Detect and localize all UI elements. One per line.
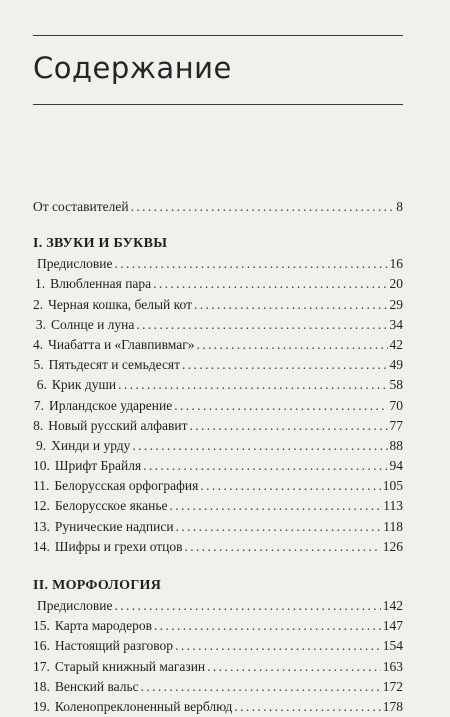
toc-entry-label: Старый книжный магазин (54, 658, 206, 674)
toc-entry-label: От составителей (33, 199, 129, 214)
toc-entry-number: 14. (33, 538, 50, 554)
dot-leader (234, 697, 380, 717)
toc-entry-page: 20 (389, 276, 403, 292)
toc-entry[interactable] (33, 456, 403, 476)
toc-entry-page: 77 (389, 417, 403, 433)
dot-leader (182, 355, 387, 375)
toc-entry[interactable] (33, 315, 403, 335)
toc-entry-number: 12. (33, 498, 50, 514)
toc-entry-page: 163 (382, 658, 403, 674)
toc-section (33, 576, 403, 717)
toc-entry-page: 113 (383, 498, 403, 514)
dot-leader (174, 396, 387, 416)
dot-leader (175, 636, 381, 656)
toc-entry[interactable] (33, 335, 403, 355)
section-title: I. ЗВУКИ И БУКВЫ (33, 236, 168, 252)
dot-leader (114, 596, 380, 616)
toc-entry-number: 4. (33, 336, 44, 352)
toc-entry-preface[interactable] (33, 254, 403, 274)
title-rule (33, 104, 403, 105)
toc-entry-page: 118 (383, 518, 403, 534)
toc-entry-number: 3. (35, 316, 46, 332)
dot-leader (118, 375, 387, 395)
dot-leader (197, 335, 388, 355)
toc-entry-label: Влюбленная пара (50, 276, 152, 292)
toc-entry-label: Белорусская орфография (54, 478, 199, 494)
toc-entry-label: Белорусское яканье (54, 498, 168, 514)
toc-entry-label: Черная кошка, белый кот (48, 296, 192, 312)
dot-leader (185, 537, 381, 557)
toc-entry-page: 142 (382, 598, 403, 613)
toc-entry-page: 34 (389, 316, 403, 332)
toc-entry-page: 58 (389, 377, 403, 393)
toc-entry-label: Шрифт Брайля (54, 458, 142, 474)
dot-leader (136, 315, 387, 335)
toc-entry-label: Шифры и грехи отцов (54, 538, 183, 554)
dot-leader (132, 436, 387, 456)
dot-leader (153, 274, 387, 294)
toc-entry[interactable] (33, 274, 403, 294)
toc-entry[interactable] (33, 636, 403, 656)
toc-entry-number: 6. (36, 377, 47, 393)
toc-entry-label: Ирландское ударение (49, 397, 173, 413)
toc-entry[interactable] (33, 496, 403, 516)
toc-entry-page: 94 (389, 458, 403, 474)
toc-entry-label: Чиабатта и «Главпивмаг» (48, 336, 195, 352)
toc-entry-number: 11. (33, 478, 50, 494)
toc-entry-page: 70 (389, 397, 403, 413)
toc-entry-label: Предисловие (37, 598, 113, 613)
toc-entry-number: 10. (33, 458, 50, 474)
toc-entry-number: 2. (33, 296, 44, 312)
page-title: Содержание (33, 51, 232, 85)
toc-entry-page: 126 (382, 538, 403, 554)
dot-leader (207, 657, 381, 677)
toc-entry-label: Настоящий разговор (54, 638, 174, 654)
dot-leader (194, 295, 388, 315)
toc-entry-preface[interactable] (33, 596, 403, 616)
toc-entry-page: 172 (382, 678, 403, 694)
toc-entry-label: Хинди и урду (51, 437, 131, 453)
dot-leader (141, 677, 381, 697)
toc-entry-page: 147 (382, 618, 403, 634)
toc-entry[interactable] (33, 436, 403, 456)
toc-entry-number: 5. (33, 357, 44, 373)
toc-entry[interactable] (33, 537, 403, 557)
toc-entry[interactable] (33, 375, 403, 395)
dot-leader (170, 496, 382, 516)
toc-entry-number: 16. (33, 638, 50, 654)
toc-entry-page: 178 (382, 698, 403, 714)
toc-entry-label: Пятьдесят и семьдесят (48, 357, 181, 373)
toc-entry-number: 15. (33, 618, 50, 634)
dot-leader (143, 456, 387, 476)
toc-entry-number: 9. (36, 437, 47, 453)
dot-leader (200, 476, 380, 496)
toc-entry-intro[interactable] (33, 197, 403, 217)
toc-entry[interactable] (33, 616, 403, 636)
top-rule (33, 35, 403, 36)
table-of-contents (33, 197, 403, 717)
toc-entry-label: Крик души (51, 377, 117, 393)
dot-leader (154, 616, 381, 636)
toc-entry-label: Предисловие (37, 256, 113, 272)
toc-entry[interactable] (33, 295, 403, 315)
dot-leader (190, 416, 388, 436)
dot-leader (176, 517, 382, 537)
toc-entry-number: 18. (33, 678, 50, 694)
toc-entry-page: 105 (382, 478, 403, 494)
toc-entry-number: 7. (33, 397, 44, 413)
toc-entry[interactable] (33, 476, 403, 496)
toc-entry-label: Новый русский алфавит (48, 417, 188, 433)
toc-entry[interactable] (33, 517, 403, 537)
toc-entry-page: 8 (396, 199, 403, 214)
toc-entry-number: 1. (34, 276, 46, 292)
dot-leader (131, 197, 395, 217)
toc-entry-number: 19. (33, 698, 50, 714)
toc-entry-label: Карта мародеров (54, 618, 152, 634)
section-title: II. МОРФОЛОГИЯ (33, 578, 162, 593)
toc-entry-page: 154 (382, 638, 403, 654)
toc-section (33, 234, 403, 557)
toc-entry-number: 17. (33, 658, 50, 674)
toc-entry-label: Венский вальс (54, 678, 139, 694)
toc-entry-page: 49 (389, 357, 403, 373)
toc-entry[interactable] (33, 677, 403, 697)
toc-entry[interactable] (33, 396, 403, 416)
toc-entry-page: 16 (389, 256, 403, 272)
toc-entry-number: 8. (33, 417, 44, 433)
toc-entry-label: Коленопреклоненный верблюд (54, 698, 233, 714)
toc-entry-label: Рунические надписи (54, 518, 174, 534)
toc-entry-number: 13. (33, 518, 50, 534)
toc-entry[interactable] (33, 697, 403, 717)
toc-entry-page: 42 (389, 336, 403, 352)
toc-entry-page: 29 (389, 296, 403, 312)
dot-leader (114, 254, 387, 274)
toc-entry[interactable] (33, 416, 403, 436)
toc-entry-page: 88 (389, 437, 403, 453)
toc-entry[interactable] (33, 657, 403, 677)
toc-entry-label: Солнце и луна (50, 316, 135, 332)
toc-entry[interactable] (33, 355, 403, 375)
